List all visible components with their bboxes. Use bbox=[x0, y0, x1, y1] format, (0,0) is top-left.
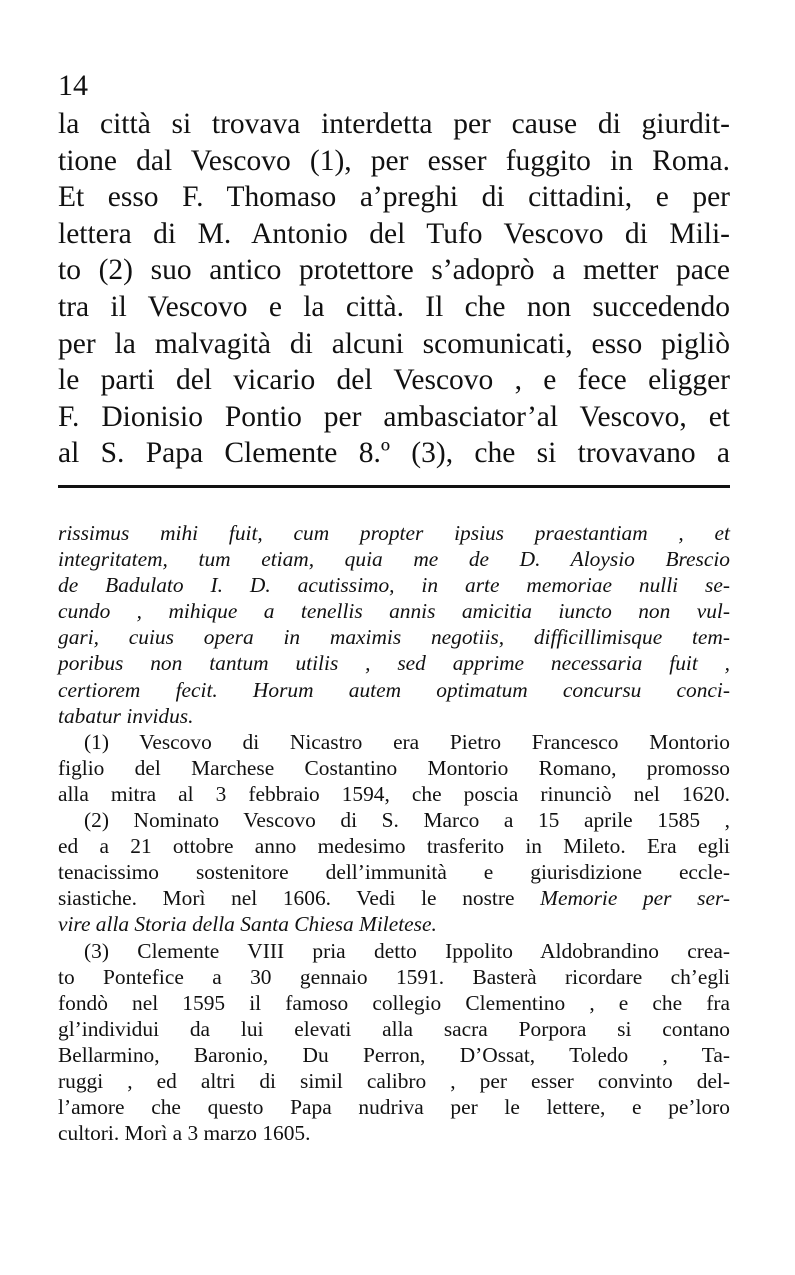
main-text-line: tra il Vescovo e la città. Il che non succedendo bbox=[58, 290, 730, 323]
footnote-line: gl’individui da lui elevati alla sacra Porpora si contano bbox=[58, 1016, 730, 1041]
footnote-line: ruggi , ed altri di simil calibro , per esser convinto del- bbox=[58, 1068, 730, 1093]
footnotes bbox=[58, 520, 730, 1146]
footnote-line: vire alla Storia della Santa Chiesa Miletese. bbox=[58, 912, 437, 937]
footnote-1 bbox=[58, 729, 730, 807]
footnote-line: tabatur invidus. bbox=[58, 703, 194, 728]
footnote-line: gari, cuius opera in maximis negotiis, difficillimisque tem- bbox=[58, 625, 730, 650]
footnote-line: de Badulato I. D. acutissimo, in arte memoriae nulli se- bbox=[58, 573, 730, 598]
footnote-line: tenacissimo sostenitore dell’immunità e giurisdizione eccle- bbox=[58, 860, 730, 885]
main-text-line: tione dal Vescovo (1), per esser fuggito in Roma. bbox=[58, 144, 730, 177]
footnote-line: to Pontefice a 30 gennaio 1591. Basterà ricordare ch’egli bbox=[58, 964, 730, 989]
footnote-text: siastiche. Morì nel 1606. Vedi le nostre bbox=[58, 886, 515, 911]
footnote-line: (2) Nominato Vescovo di S. Marco a 15 aprile 1585 , bbox=[84, 808, 730, 833]
footnote-line: certiorem fecit. Horum autem optimatum concursu conci- bbox=[58, 677, 730, 702]
footnote-line: cultori. Morì a 3 marzo 1605. bbox=[58, 1121, 311, 1146]
main-text-line: Et esso F. Thomaso a’preghi di cittadini, e per bbox=[58, 181, 730, 214]
main-text-line: lettera di M. Antonio del Tufo Vescovo di Mili- bbox=[58, 217, 730, 250]
footnote-line: (3) Clemente VIII pria detto Ippolito Aldobrandino crea- bbox=[84, 938, 730, 963]
footnote-line: figlio del Marchese Costantino Montorio Romano, promosso bbox=[58, 755, 730, 780]
footnote-continuation bbox=[58, 520, 730, 729]
main-text-line: per la malvagità di alcuni scomunicati, esso pigliò bbox=[58, 327, 730, 360]
footnote-line: (1) Vescovo di Nicastro era Pietro Francesco Montorio bbox=[84, 729, 730, 754]
main-text-line: la città si trovava interdetta per cause di giurdit- bbox=[58, 108, 730, 140]
main-text bbox=[58, 106, 730, 472]
footnote-line: cundo , mihique a tenellis annis amicitia iuncto non vul- bbox=[58, 599, 730, 624]
footnote-line: rissimus mihi fuit, cum propter ipsius praestantiam , et bbox=[58, 521, 730, 545]
footnote-line: poribus non tantum utilis , sed apprime necessaria fuit , bbox=[58, 651, 730, 676]
footnote-divider bbox=[58, 485, 730, 488]
main-text-line: to (2) suo antico protettore s’adoprò a metter pace bbox=[58, 254, 730, 287]
main-text-line: le parti del vicario del Vescovo , e fece eligger bbox=[58, 364, 730, 397]
footnote-line: Bellarmino, Baronio, Du Perron, D’Ossat, Toledo , Ta- bbox=[58, 1042, 730, 1067]
footnote-2 bbox=[58, 807, 730, 937]
footnote-line: l’amore che questo Papa nudriva per le lettere, e pe’loro bbox=[58, 1095, 730, 1120]
page-number: 14 bbox=[58, 69, 88, 102]
footnote-line: ed a 21 ottobre anno medesimo trasferito in Mileto. Era egli bbox=[58, 834, 730, 859]
footnote-line: fondò nel 1595 il famoso collegio Clementino , e che fra bbox=[58, 990, 730, 1015]
footnote-italic-title: Memorie per ser- bbox=[540, 886, 730, 911]
footnote-line bbox=[58, 885, 730, 911]
footnote-line: integritatem, tum etiam, quia me de D. Aloysio Brescio bbox=[58, 547, 730, 572]
footnote-3 bbox=[58, 938, 730, 1147]
main-text-line: al S. Papa Clemente 8.º (3), che si trovavano a bbox=[58, 437, 730, 470]
footnote-line: alla mitra al 3 febbraio 1594, che poscia rinunciò nel 1620. bbox=[58, 781, 730, 806]
main-text-line: F. Dionisio Pontio per ambasciator’al Vescovo, et bbox=[58, 400, 730, 433]
